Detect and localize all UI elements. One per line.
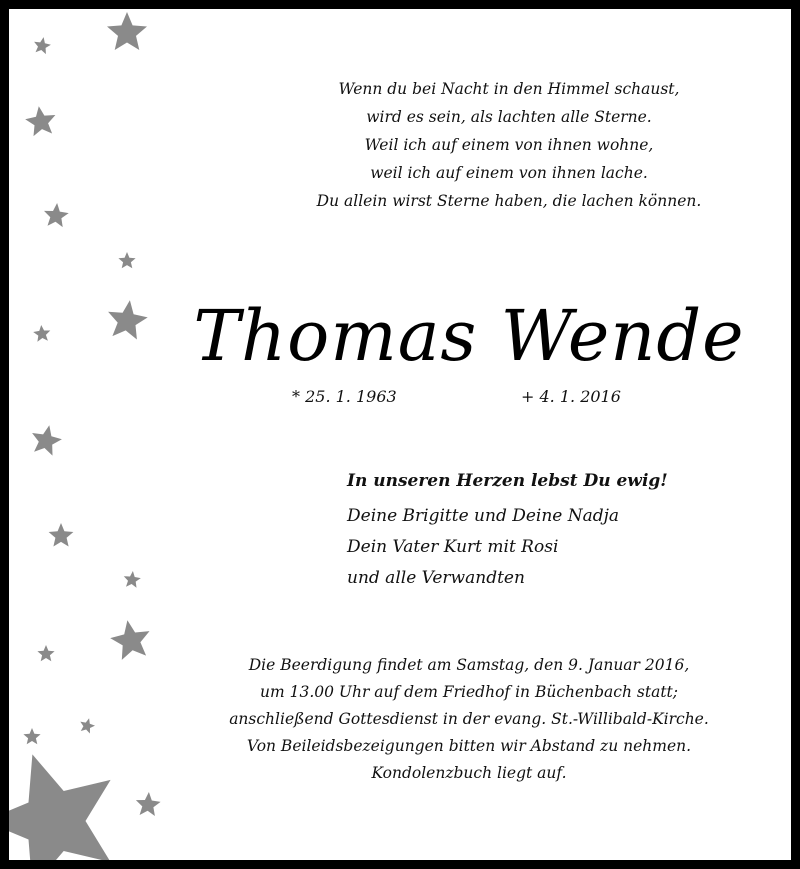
mourner-line: Deine Brigitte und Deine Nadja <box>347 506 620 526</box>
star-icon <box>9 754 111 860</box>
funeral-line: Kondolenzbuch liegt auf. <box>371 764 567 782</box>
poem-line: Du allein wirst Sterne haben, die lachen können. <box>316 192 702 210</box>
funeral-line: Die Beerdigung findet am Samstag, den 9. Januar 2016, <box>248 656 690 674</box>
tribute <box>347 469 767 594</box>
star-icon <box>107 12 147 50</box>
poem-line: Wenn du bei Nacht in den Himmel schaust, <box>338 80 680 98</box>
death-date: + 4. 1. 2016 <box>521 387 621 406</box>
star-icon <box>124 571 141 588</box>
star-icon <box>32 425 62 455</box>
star-icon <box>118 252 135 268</box>
star-icon <box>37 645 54 661</box>
poem <box>259 75 759 215</box>
mourner-line: und alle Verwandten <box>347 568 525 588</box>
mourner-line: Dein Vater Kurt mit Rosi <box>347 537 559 557</box>
funeral-line: anschließend Gottesdienst in der evang. St.-Willibald-Kirche. <box>229 710 709 728</box>
star-icon <box>49 523 74 547</box>
star-icon <box>80 718 95 733</box>
funeral-details <box>159 652 779 787</box>
poem-line: wird es sein, als lachten alle Sterne. <box>366 108 652 126</box>
star-icon <box>34 37 51 54</box>
tribute-heading: In unseren Herzen lebst Du ewig! <box>347 471 668 491</box>
poem-line: weil ich auf einem von ihnen lache. <box>370 164 648 182</box>
star-icon <box>110 620 149 660</box>
star-icon <box>108 300 148 339</box>
deceased-name: Thomas Wende <box>193 295 745 377</box>
star-icon <box>25 106 55 136</box>
star-icon <box>33 325 50 342</box>
star-icon <box>136 792 161 816</box>
obituary-notice <box>9 9 791 860</box>
star-icon <box>23 728 40 744</box>
poem-line: Weil ich auf einem von ihnen wohne, <box>364 136 654 154</box>
birth-date: * 25. 1. 1963 <box>292 387 397 406</box>
funeral-line: um 13.00 Uhr auf dem Friedhof in Büchenbach statt; <box>259 683 678 701</box>
funeral-line: Von Beileidsbezeigungen bitten wir Abstand zu nehmen. <box>246 737 692 755</box>
star-icon <box>44 203 69 227</box>
